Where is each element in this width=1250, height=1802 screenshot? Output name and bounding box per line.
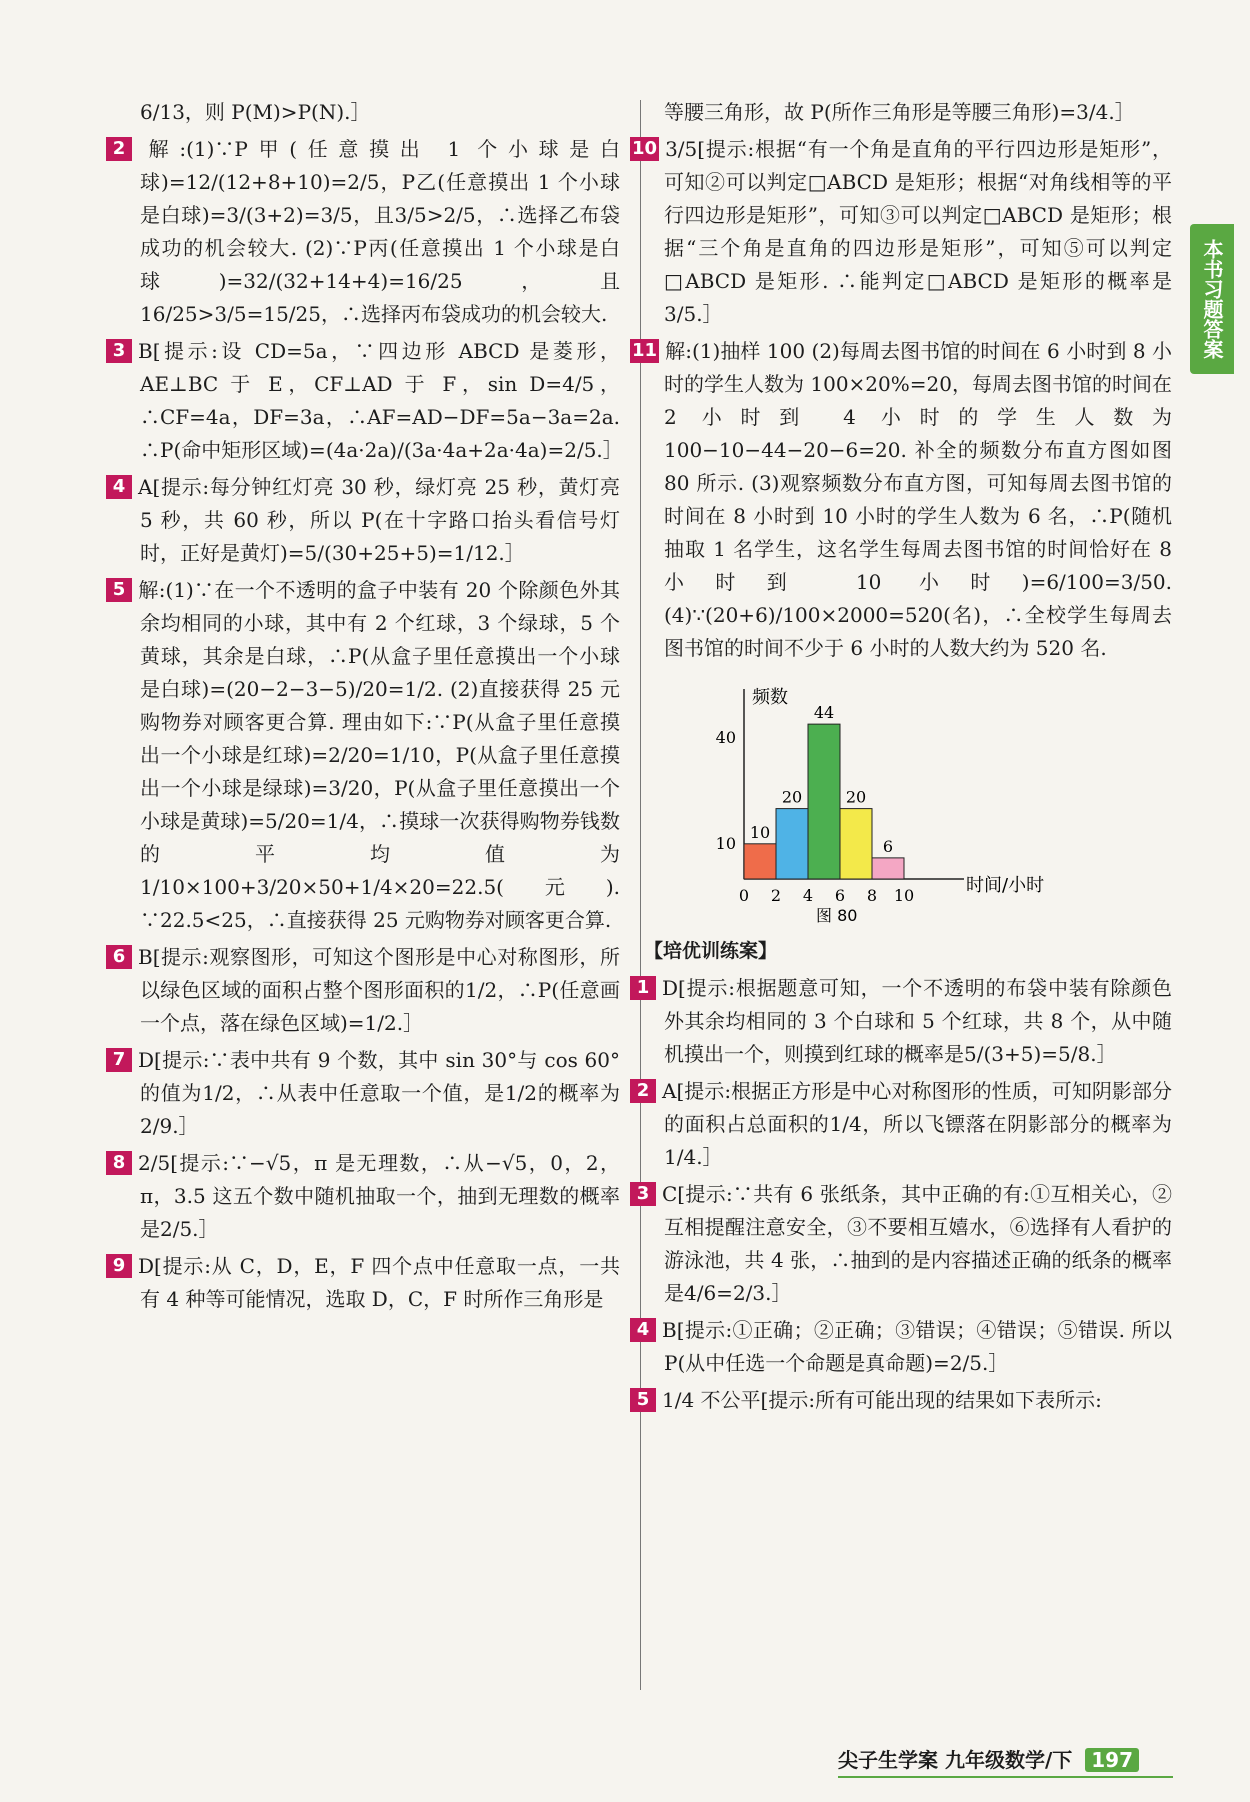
answer-text: 6/13，则 P(M)>P(N).］ xyxy=(140,100,371,124)
answer-item xyxy=(112,941,620,1040)
answer-text: B[提示:观察图形，可知这个图形是中心对称图形，所以绿色区域的面积占整个图形面积的1/2，∴P(任意画一个点，落在绿色区域)=1/2.］ xyxy=(138,945,620,1035)
answer-number: 8 xyxy=(106,1151,132,1175)
answer-item xyxy=(636,972,1172,1071)
page-footer xyxy=(838,1744,1139,1773)
answer-item xyxy=(636,1384,1172,1417)
answer-text: 2/5[提示:∵−√5，π 是无理数，∴从−√5，0，2，π，3.5 这五个数中随机抽取一个，抽到无理数的概率是2/5.］ xyxy=(138,1151,620,1241)
answer-item xyxy=(112,574,620,937)
histogram-bar xyxy=(776,809,808,879)
subject-label: 九年级数学/下 xyxy=(944,1748,1073,1772)
histogram-bar xyxy=(872,858,904,879)
answer-number: 11 xyxy=(632,340,658,361)
section-title: 【培优训练案】 xyxy=(644,940,778,962)
right-column xyxy=(632,96,1172,1421)
bar-value-label: 20 xyxy=(781,787,803,807)
histogram-bar xyxy=(808,724,840,879)
answer-text: A[提示:每分钟红灯亮 30 秒，绿灯亮 25 秒，黄灯亮 5 秒，共 60 秒，所以 P(在十字路口抬头看信号灯时，正好是黄灯)=5/(30+25+5)=1/12.］ xyxy=(138,475,620,565)
bar-value-label: 20 xyxy=(845,787,867,807)
answer-item xyxy=(636,1178,1172,1310)
answer-text: 3/5[提示:根据“有一个角是直角的平行四边形是矩形”，可知②可以判定□ABCD 是矩形；根据“对角线相等的平行四边形是矩形”，可知③可以判定□ABCD 是矩形；根据“三个角是直角的四边形是矩形”，可知⑤可以判定□ABCD 是矩形. ∴能判定□ABCD 是矩形的概率是3/5.］ xyxy=(664,137,1172,326)
x-tick-label: 10 xyxy=(893,886,915,905)
answer-text: A[提示:根据正方形是中心对称图形的性质，可知阴影部分的面积占总面积的1/4，所以飞镖落在阴影部分的概率为1/4.］ xyxy=(662,1079,1172,1169)
page-number: 197 xyxy=(1085,1748,1139,1772)
side-tab: 本书习题答案 xyxy=(1190,224,1234,374)
histogram-bar xyxy=(840,809,872,879)
answer-text: 解:(1)∵在一个不透明的盒子中装有 20 个除颜色外其余均相同的小球，其中有 2 个红球，3 个绿球，5 个黄球，其余是白球，∴P(从盒子里任意摸出一个小球是白球)=(20−2−3−5)/20=1/2. (2)直接获得 25 元购物券对顾客更合算. 理由如下:∵P(从盒子里任意摸出一个小球是红球)=2/20=1/10，P(从盒子里任意摸出一个小球是绿球)=3/20，P(从盒子里任意摸出一个小球是黄球)=5/20=1/4，∴摸球一次获得购物券钱数的平均值为1/10×100+3/20×50+1/4×20=22.5(元). ∵22.5<25，∴直接获得 25 元购物券对顾客更合算. xyxy=(138,578,620,932)
answer-item xyxy=(636,1314,1172,1380)
answer-number: 10 xyxy=(632,138,658,159)
answer-item xyxy=(112,471,620,570)
answer-text: 1/4 不公平[提示:所有可能出现的结果如下表所示: xyxy=(662,1388,1102,1412)
answer-number: 1 xyxy=(630,976,656,1000)
answer-text: 解:(1)抽样 100 (2)每周去图书馆的时间在 6 小时到 8 小时的学生人数为 100×20%=20，每周去图书馆的时间在 2 小时到 4 小时的学生人数为 100−10−44−20−6=20. 补全的频数分布直方图如图 80 所示. (3)观察频数分布直方图，可知每周去图书馆的时间在 8 小时到 10 小时的学生人数为 6 名，∴P(随机抽取 1 名学生，这名学生每周去图书馆的时间恰好在 8 小时到 10 小时)=6/100=3/50. (4)∵(20+6)/100×2000=520(名)，∴全校学生每周去图书馆的时间不少于 6 小时的人数大约为 520 名. xyxy=(664,339,1172,660)
answer-item xyxy=(632,133,1172,331)
x-tick-label: 2 xyxy=(770,886,782,905)
footer-rule xyxy=(838,1776,1173,1778)
answer-number: 9 xyxy=(106,1254,132,1278)
answer-number: 4 xyxy=(106,475,132,499)
answer-item xyxy=(112,1250,620,1316)
histogram-figure xyxy=(664,669,1172,929)
answer-number: 2 xyxy=(106,137,132,161)
x-axis-label: 时间/小时 xyxy=(966,875,1045,896)
answer-item xyxy=(112,1044,620,1143)
answer-number: 4 xyxy=(630,1318,656,1342)
answer-text: D[提示:∵表中共有 9 个数，其中 sin 30°与 cos 60°的值为1/2，∴从表中任意取一个值，是1/2的概率为2/9.］ xyxy=(138,1048,620,1138)
answer-text: 等腰三角形，故 P(所作三角形是等腰三角形)=3/4.］ xyxy=(664,100,1135,124)
answer-number: 3 xyxy=(106,339,132,363)
answer-number: 7 xyxy=(106,1048,132,1072)
figure-caption: 图 80 xyxy=(816,906,858,925)
y-tick-label: 10 xyxy=(715,833,736,853)
answer-number: 5 xyxy=(630,1388,656,1412)
answer-item xyxy=(636,1075,1172,1174)
histogram-chart xyxy=(664,669,1172,929)
answer-item xyxy=(112,1147,620,1246)
answer-text: C[提示:∵共有 6 张纸条，其中正确的有:①互相关心，②互相提醒注意安全，③不要相互嬉水，⑥选择有人看护的游泳池，共 4 张，∴抽到的是内容描述正确的纸条的概率是4/6=2/3.］ xyxy=(662,1182,1172,1305)
answer-text: D[提示:从 C，D，E，F 四个点中任意取一点，一共有 4 种等可能情况，选取 D，C，F 时所作三角形是 xyxy=(138,1254,620,1311)
x-tick-label: 0 xyxy=(738,886,750,905)
answer-item xyxy=(140,96,620,129)
answer-number: 6 xyxy=(106,945,132,969)
y-tick-label: 40 xyxy=(715,728,736,748)
y-axis-label: 频数 xyxy=(752,687,788,708)
answer-text: B[提示:设 CD=5a，∵四边形 ABCD 是菱形，AE⊥BC 于 E，CF⊥AD 于 F，sin D=4/5，∴CF=4a，DF=3a，∴AF=AD−DF=5a−3a=2a. ∴P(命中矩形区域)=(4a·2a)/(3a·4a+2a·4a)=2/5.］ xyxy=(138,339,623,462)
bar-value-label: 44 xyxy=(813,703,835,723)
histogram-bar xyxy=(744,844,776,879)
answer-number: 3 xyxy=(630,1182,656,1206)
answer-number: 5 xyxy=(106,578,132,602)
x-tick-label: 4 xyxy=(802,886,814,905)
bar-value-label: 6 xyxy=(882,836,894,856)
answer-number: 2 xyxy=(630,1079,656,1103)
answer-item xyxy=(112,335,623,467)
x-tick-label: 8 xyxy=(866,886,878,905)
answer-text: D[提示:根据题意可知，一个不透明的布袋中装有除颜色外其余均相同的 3 个白球和 5 个红球，共 8 个，从中随机摸出一个，则摸到红球的概率是5/(3+5)=5/8.］ xyxy=(662,976,1172,1066)
x-tick-label: 6 xyxy=(834,886,846,905)
book-title: 尖子生学案 xyxy=(838,1748,938,1772)
left-column xyxy=(112,96,623,1320)
answer-item xyxy=(112,133,620,331)
bar-value-label: 10 xyxy=(749,822,771,842)
answer-item xyxy=(632,335,1172,665)
answer-text: 解:(1)∵P甲(任意摸出 1 个小球是白球)=12/(12+8+10)=2/5，P乙(任意摸出 1 个小球是白球)=3/(3+2)=3/5，且3/5>2/5，∴选择乙布袋成功的机会较大. (2)∵P丙(任意摸出 1 个小球是白球)=32/(32+14+4)=16/25，且16/25>3/5=15/25，∴选择丙布袋成功的机会较大. xyxy=(138,137,620,326)
answer-text: B[提示:①正确；②正确；③错误；④错误；⑤错误. 所以 P(从中任选一个命题是真命题)=2/5.］ xyxy=(662,1318,1172,1375)
answer-item xyxy=(664,96,1172,129)
